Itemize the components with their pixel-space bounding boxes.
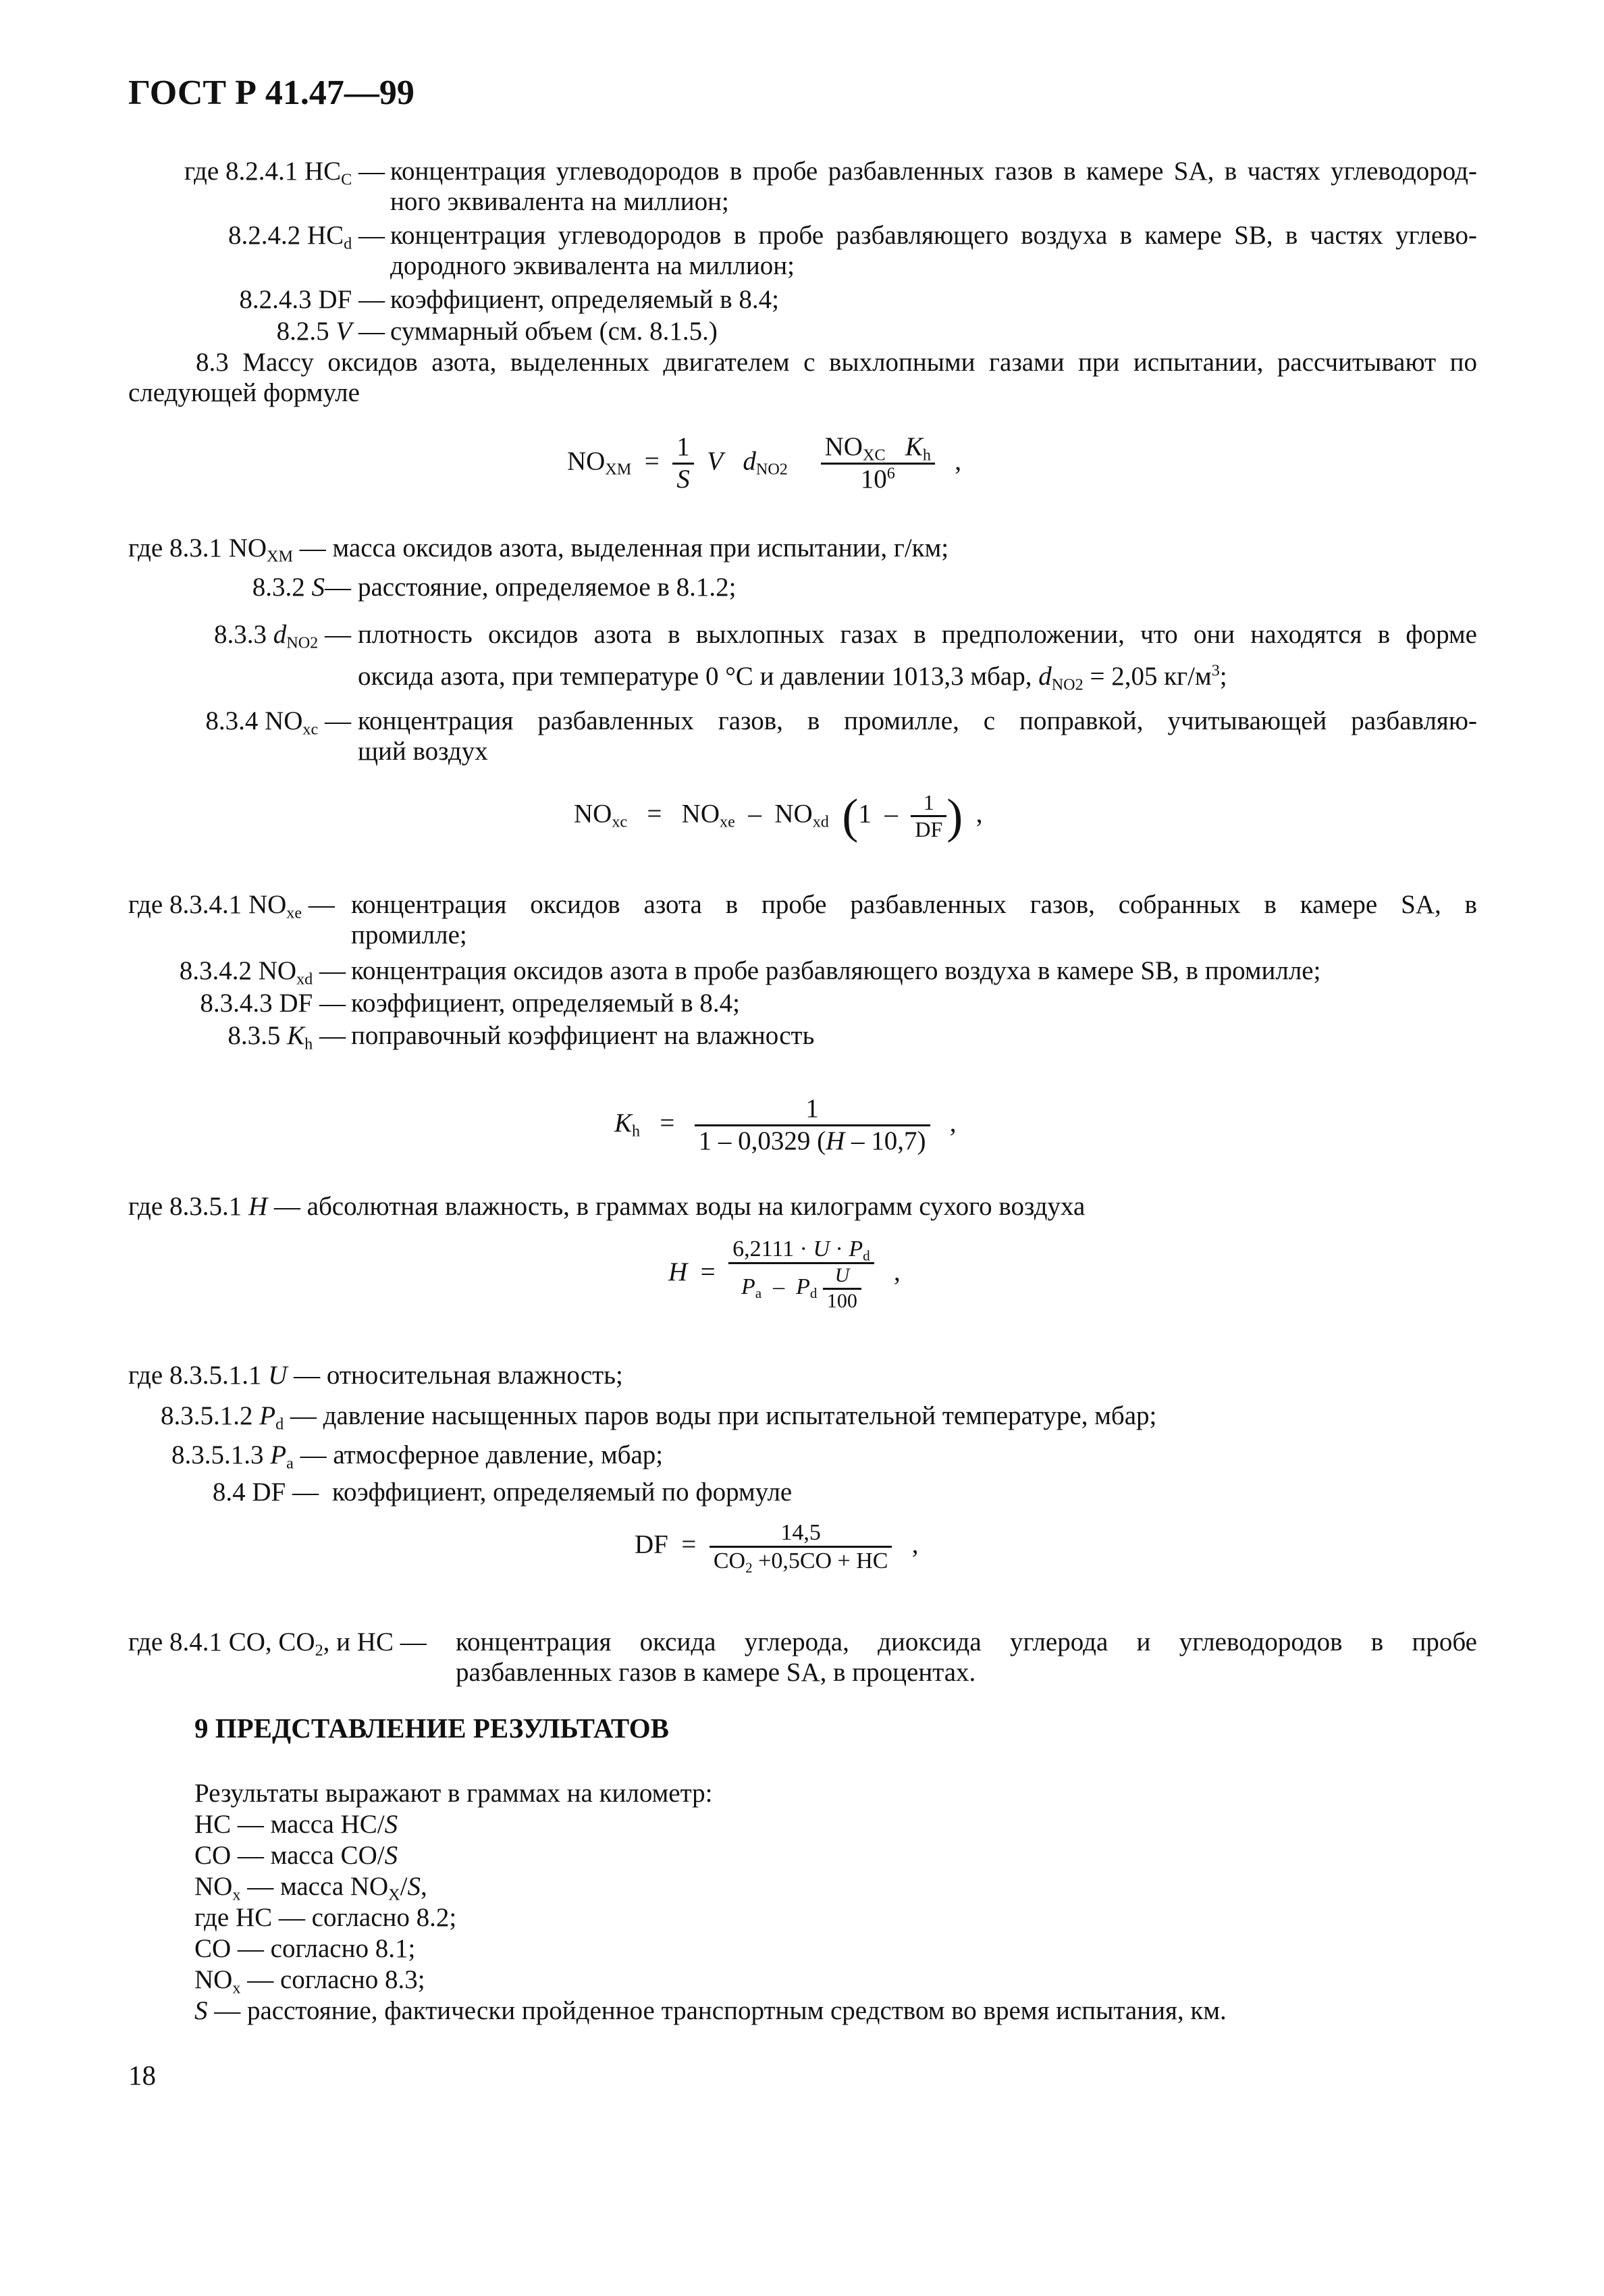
results-co: CO — масса CO/S (194, 1841, 398, 1870)
formula-nox-xc: $NO_{xc}$ = $NO_{xe} - NO_{xd}$ (1 – $\frac{1}{DF}$ ) , (574, 789, 983, 843)
definition-8-3-5-1: где 8.3.5.1 H — абсолютная влажность, в граммах воды на килограмм сухого воздуха (128, 1192, 1086, 1221)
section-9-body (194, 1778, 1227, 2027)
definition-8-3-5-1-3: 8.3.5.1.3 $P_a$ — атмосферное давление, мбар; (171, 1440, 664, 1473)
section-9-title: 9 ПРЕДСТАВЛЕНИЕ РЕЗУЛЬТАТОВ (194, 1713, 669, 1744)
document-header: ГОСТ Р 41.47—99 (128, 74, 415, 112)
definition-8-3-1: где 8.3.1 $NO_{XM}$ — масса оксидов азота, выделенная при испытании, г/км; (128, 533, 949, 566)
results-intro: Результаты выражают в граммах на километр: (194, 1779, 713, 1808)
results-hc: HC — масса HC/S (194, 1810, 398, 1839)
formula-h: H = $6,2111 \cdot U \cdot P_d$ $P_a - P_d$ $\frac{U}{100}$ , (668, 1236, 901, 1312)
formula-kh: $K_h$ = $\frac{1}{1 - 0,0329 (H - 10,7)}$ , (614, 1094, 957, 1155)
results-where-hc: где HC — согласно 8.2; (194, 1903, 457, 1932)
definition-8-3-5-1-1: где 8.3.5.1.1 U — относительная влажность; (128, 1361, 623, 1390)
results-nox: $NO_x$ — масса $NO_X/S$, (194, 1872, 427, 1904)
definition-8-3-5-1-2: 8.3.5.1.2 $P_d$ — давление насыщенных паров воды при испытательной температуре, мбар; (161, 1401, 1157, 1434)
page-number: 18 (128, 2060, 156, 2091)
formula-df: DF = $\frac{14,5}{CO_2 +0,5CO + HC}$ , (635, 1520, 919, 1576)
results-where-co: CO — согласно 8.1; (194, 1934, 416, 1963)
results-where-s: S — расстояние, фактически пройденное транспортным средством во время испытания, км. (194, 1996, 1227, 2025)
results-where-nox: $NO_x$ — согласно 8.3; (194, 1965, 425, 1998)
formula-nox-mass: $NO_{XM}$ = $\frac{1}{S}$ V $d_{NO2}$ $\frac{NO_{XC} K_h}{10^6}$ , (567, 432, 961, 494)
